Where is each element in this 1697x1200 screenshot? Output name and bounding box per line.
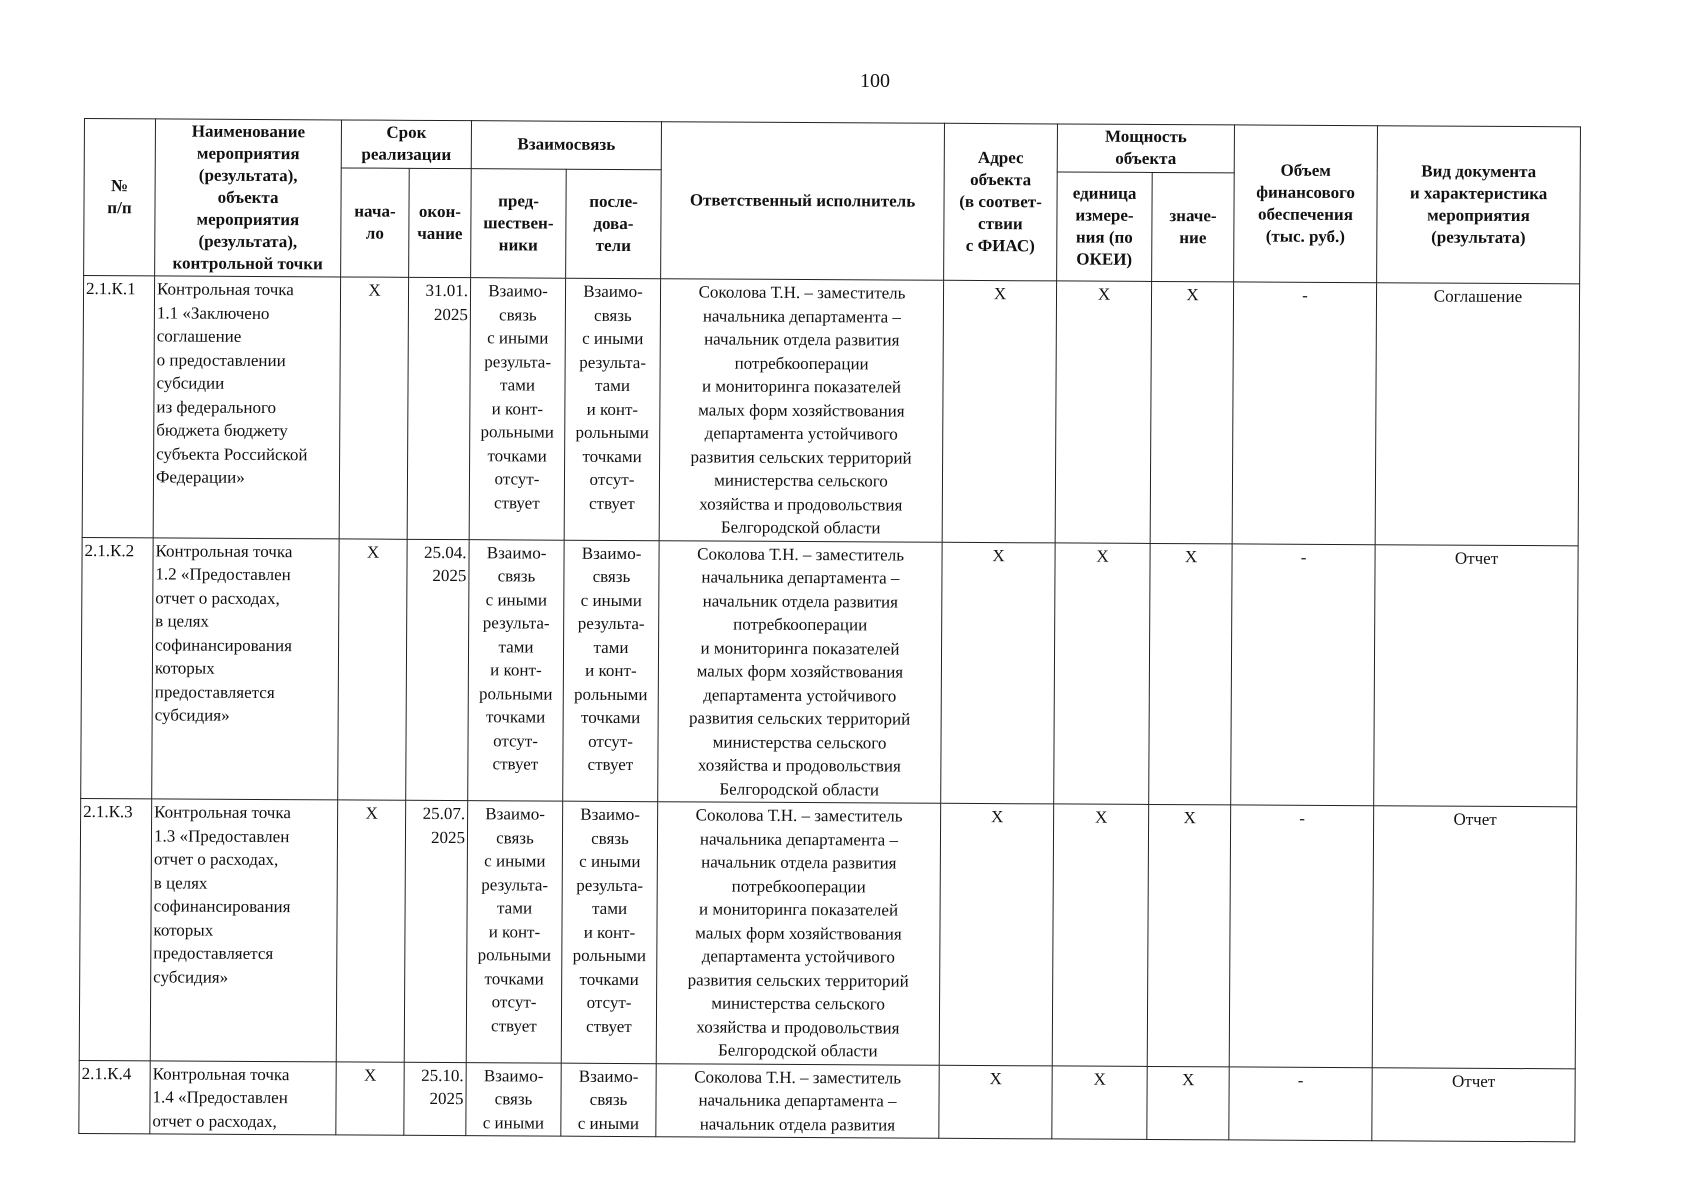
table-row: [82, 276, 1579, 546]
row-doc: Отчет: [1372, 1067, 1575, 1142]
row-next: Взаимо- связь с иными результа- тами и конт- рольными точками отсут- ствует: [564, 278, 660, 540]
row-doc: Отчет: [1372, 806, 1576, 1069]
header-term: Срок реализации: [341, 120, 471, 169]
row-responsible: Соколова Т.Н. – заместитель начальника департамента – начальник отдела развития потребкооперации и мониторинга показателей малых форм хозяйствования департамента устойчивого развития сельских территорий министерства сельского хозяйства и продовольствия Белгородской области: [658, 540, 942, 803]
row-start: X: [336, 800, 405, 1062]
row-next: Взаимо- связь с иными результа- тами и конт- рольными точками отсут- ствует: [563, 540, 659, 802]
row-unit: X: [1052, 1065, 1147, 1139]
header-link: Взаимосвязь: [471, 121, 661, 170]
row-next: Взаимо- связь с иными: [561, 1063, 656, 1137]
header-row-1: [84, 119, 1580, 175]
row-value: X: [1150, 281, 1233, 543]
header-term-end: окон- чание: [409, 168, 472, 277]
row-num: 2.1.К.3: [79, 798, 151, 1060]
header-capacity: Мощность объекта: [1057, 124, 1234, 173]
row-end: 31.01. 2025: [407, 277, 470, 539]
row-end: 25.07. 2025: [404, 800, 467, 1062]
header-num: № п/п: [84, 119, 156, 276]
row-finance: -: [1232, 282, 1376, 544]
header-link-next: после- дова- тели: [566, 169, 662, 279]
row-doc: Соглашение: [1375, 283, 1579, 546]
row-finance: -: [1229, 1066, 1372, 1140]
row-prev: Взаимо- связь с иными: [466, 1062, 561, 1136]
header-term-start: нача- ло: [341, 168, 410, 277]
row-unit: X: [1055, 281, 1151, 543]
row-address: X: [939, 803, 1053, 1065]
row-responsible: Соколова Т.Н. – заместитель начальника департамента – начальник отдела развития: [656, 1063, 939, 1138]
row-name: Контрольная точка 1.4 «Предоставлен отчет о расходах,: [150, 1060, 336, 1135]
row-prev: Взаимо- связь с иными результа- тами и конт- рольными точками отсут- ствует: [469, 278, 565, 540]
row-end: 25.04. 2025: [406, 539, 469, 801]
row-end: 25.10. 2025: [404, 1062, 466, 1136]
table-row: [79, 1060, 1575, 1142]
row-num: 2.1.К.2: [81, 537, 153, 799]
row-responsible: Соколова Т.Н. – заместитель начальника департамента – начальник отдела развития потребкооперации и мониторинга показателей малых форм хозяйствования департамента устойчивого развития сельских территорий министерства сельского хозяйства и продовольствия Белгородской области: [656, 802, 940, 1065]
row-num: 2.1.К.4: [79, 1060, 150, 1134]
header-address: Адрес объекта (в соответ- ствии с ФИАС): [944, 123, 1058, 281]
header-name: Наименование мероприятия (результата), объекта мероприятия (результата), контрольной точки: [155, 119, 342, 277]
row-doc: Отчет: [1374, 544, 1578, 807]
row-name: Контрольная точка 1.3 «Предоставлен отчет о расходах, в целях софинансирования которых предоставляется субсидия»: [150, 799, 337, 1062]
row-value: X: [1147, 804, 1230, 1066]
header-doc-type: Вид документа и характеристика мероприятия (результата): [1377, 126, 1581, 284]
row-name: Контрольная точка 1.2 «Предоставлен отчет о расходах, в целях софинансирования которых предоставляется субсидия»: [152, 537, 339, 800]
row-finance: -: [1229, 805, 1373, 1067]
header-capacity-value: значе- ние: [1152, 172, 1235, 282]
row-start: X: [336, 1061, 404, 1135]
row-address: X: [939, 1065, 1052, 1139]
row-address: X: [941, 542, 1055, 804]
header-finance: Объем финансового обеспечения (тыс. руб.): [1234, 125, 1378, 283]
header-link-prev: пред- шествен- ники: [471, 169, 567, 279]
row-next: Взаимо- связь с иными результа- тами и конт- рольными точками отсут- ствует: [561, 801, 657, 1063]
row-responsible: Соколова Т.Н. – заместитель начальника департамента – начальник отдела развития потребкооперации и мониторинга показателей малых форм хозяйствования департамента устойчивого развития сельских территорий министерства сельского хозяйства и продовольствия Белгородской области: [659, 279, 943, 542]
row-start: X: [338, 538, 407, 800]
page-number: 100: [860, 70, 890, 92]
row-start: X: [339, 277, 408, 539]
activities-table: [78, 118, 1581, 1142]
row-unit: X: [1054, 542, 1150, 804]
table-row: [81, 537, 1578, 807]
row-address: X: [942, 280, 1056, 542]
row-prev: Взаимо- связь с иными результа- тами и конт- рольными точками отсут- ствует: [468, 539, 564, 801]
header-capacity-unit: единица измере- ния (по ОКЕИ): [1057, 172, 1153, 282]
row-name: Контрольная точка 1.1 «Заключено соглашение о предоставлении субсидии из федерального бюджета бюджету субъекта Российской Федерации»: [153, 276, 340, 539]
table-row: [79, 798, 1576, 1068]
row-finance: -: [1231, 543, 1375, 805]
row-prev: Взаимо- связь с иными результа- тами и конт- рольными точками отсут- ствует: [466, 801, 562, 1063]
row-num: 2.1.К.1: [82, 276, 154, 538]
row-value: X: [1147, 1066, 1229, 1140]
row-unit: X: [1052, 804, 1148, 1066]
header-responsible: Ответственный исполнитель: [661, 122, 945, 281]
row-value: X: [1149, 543, 1232, 805]
